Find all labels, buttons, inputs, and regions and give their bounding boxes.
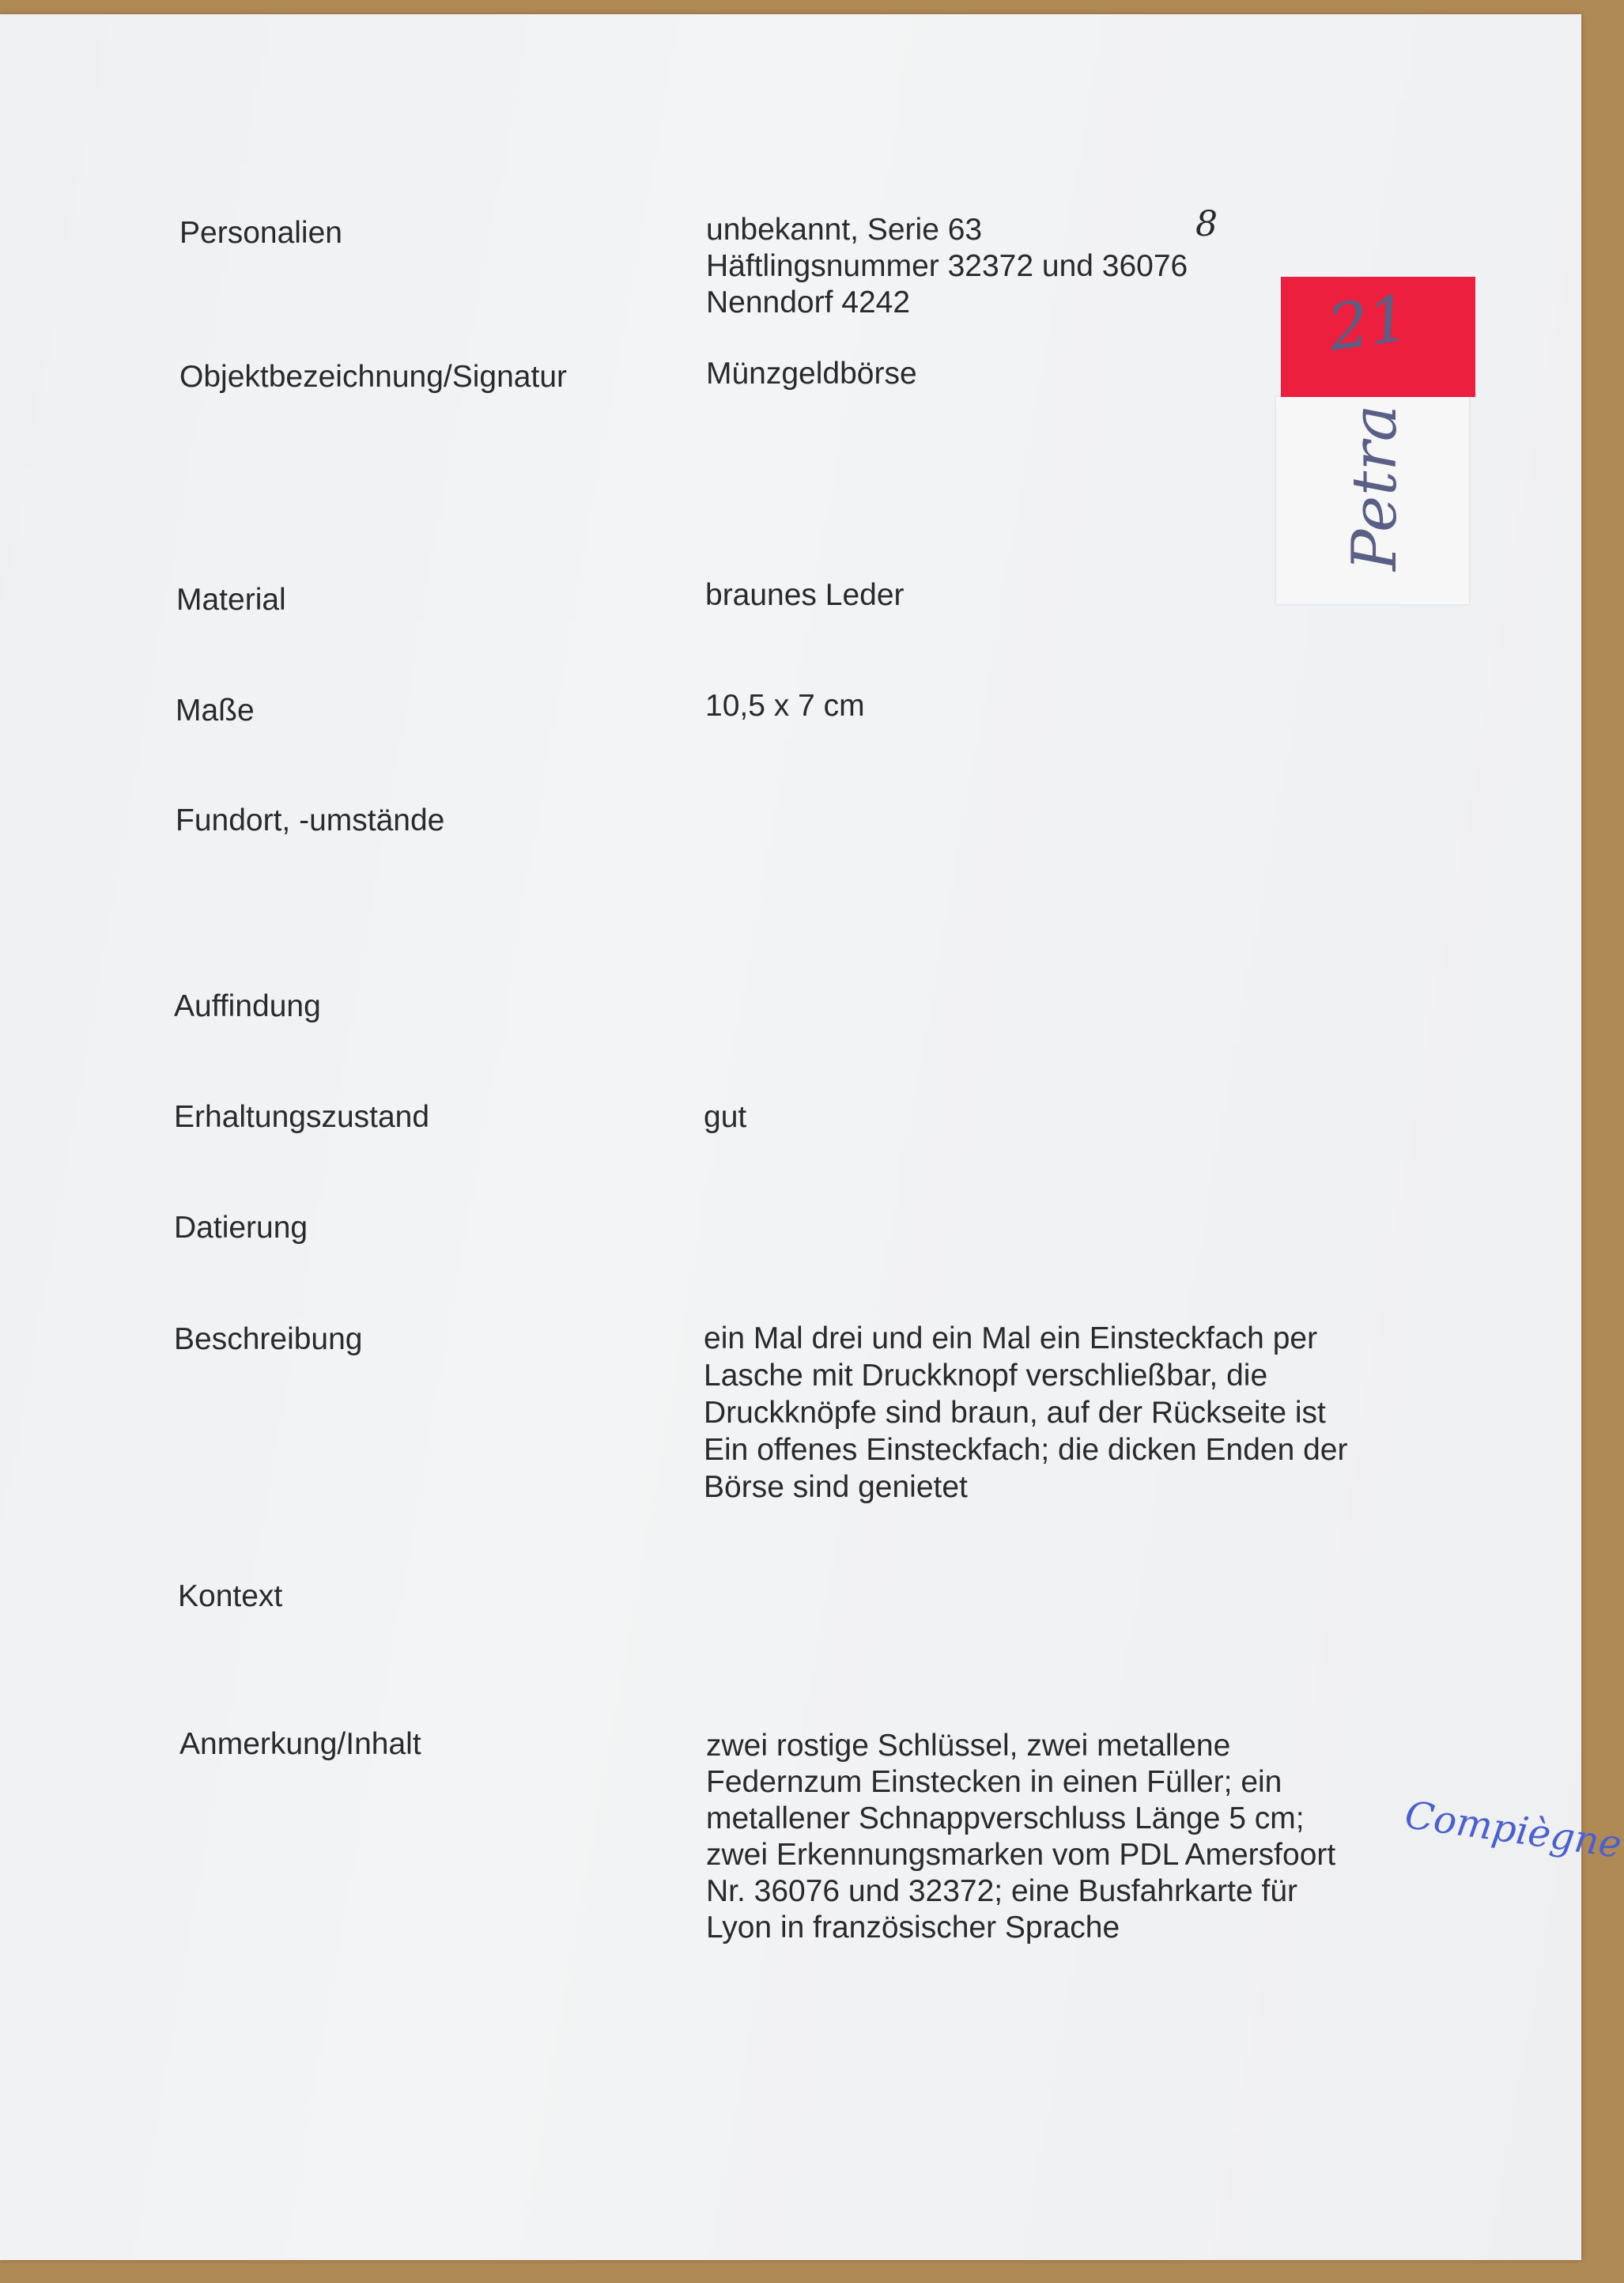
field-label-auffindung: Auffindung xyxy=(174,989,321,1023)
field-value-erhaltungszustand: gut xyxy=(704,1100,747,1134)
field-label-masse: Maße xyxy=(176,694,255,728)
field-value-beschreibung-line-5: Börse sind genietet xyxy=(704,1470,968,1504)
field-value-anmerkung-line-6: Lyon in französischer Sprache xyxy=(706,1911,1120,1945)
field-value-personalien-line-2: Häftlingsnummer 32372 und 36076 xyxy=(706,249,1188,283)
field-value-objektbezeichnung: Münzgeldbörse xyxy=(706,357,917,391)
field-label-erhaltungszustand: Erhaltungszustand xyxy=(174,1100,430,1134)
handwritten-margin-note: Compiègne xyxy=(1402,1793,1624,1867)
field-label-beschreibung: Beschreibung xyxy=(174,1322,363,1356)
sticky-name: Petra xyxy=(1339,404,1411,571)
field-value-anmerkung-line-4: zwei Erkennungsmarken vom PDL Amersfoort xyxy=(706,1838,1336,1872)
field-value-beschreibung-line-2: Lasche mit Druckknopf verschließbar, die xyxy=(704,1359,1268,1393)
field-value-personalien-line-3: Nenndorf 4242 xyxy=(706,285,911,319)
field-label-material: Material xyxy=(176,583,286,617)
sticky-number: 21 xyxy=(1324,281,1414,365)
field-value-beschreibung-line-4: Ein offenes Einsteckfach; die dicken Enden der xyxy=(704,1433,1348,1467)
field-value-beschreibung-line-1: ein Mal drei und ein Mal ein Einsteckfach per xyxy=(704,1321,1318,1355)
field-label-objektbezeichnung: Objektbezeichnung/Signatur xyxy=(179,360,567,394)
field-value-material: braunes Leder xyxy=(705,578,905,612)
white-sticky-note xyxy=(1276,397,1469,604)
field-value-anmerkung-line-3: metallener Schnappverschluss Länge 5 cm; xyxy=(706,1801,1305,1835)
field-value-anmerkung-line-2: Federnzum Einstecken in einen Füller; ein xyxy=(706,1765,1282,1799)
field-label-anmerkung: Anmerkung/Inhalt xyxy=(179,1727,421,1761)
field-value-beschreibung-line-3: Druckknöpfe sind braun, auf der Rückseite ist xyxy=(704,1396,1326,1430)
handwritten-page-number: 8 xyxy=(1195,204,1218,244)
field-label-personalien: Personalien xyxy=(179,216,342,250)
field-label-datierung: Datierung xyxy=(174,1211,308,1245)
red-sticky-note xyxy=(1281,277,1475,397)
field-value-personalien-line-1: unbekannt, Serie 63 xyxy=(706,213,983,247)
field-value-masse: 10,5 x 7 cm xyxy=(705,689,865,723)
field-label-fundort: Fundort, -umstände xyxy=(176,803,445,837)
field-label-kontext: Kontext xyxy=(178,1579,283,1613)
field-value-anmerkung-line-5: Nr. 36076 und 32372; eine Busfahrkarte für xyxy=(706,1874,1298,1908)
field-value-anmerkung-line-1: zwei rostige Schlüssel, zwei metallene xyxy=(706,1729,1231,1763)
